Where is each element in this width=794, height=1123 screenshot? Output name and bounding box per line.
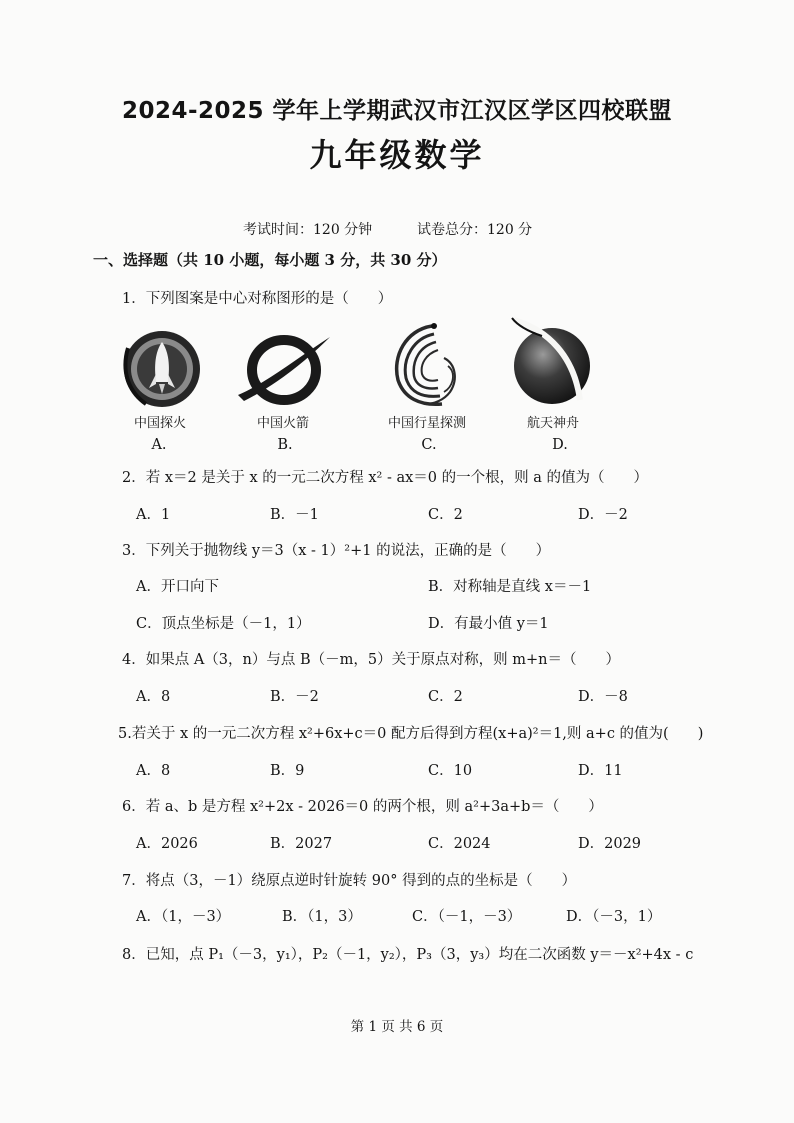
question-4-option-c: C．2 bbox=[428, 689, 463, 705]
total-score: 试卷总分：120 分 bbox=[417, 222, 533, 238]
exam-time: 考试时间：120 分钟 bbox=[243, 222, 373, 238]
figure-c-letter: C. bbox=[421, 437, 437, 453]
question-4-option-b: B．－2 bbox=[270, 689, 319, 705]
question-2-option-b: B．－1 bbox=[270, 507, 319, 523]
question-7-stem: 7．将点（3，－1）绕原点逆时针旋转 90° 得到的点的坐标是（ ） bbox=[122, 873, 577, 889]
question-3-option-c: C．顶点坐标是（－1，1） bbox=[136, 616, 311, 632]
figure-a-letter: A. bbox=[151, 437, 167, 453]
question-6-option-a: A．2026 bbox=[136, 836, 198, 852]
question-6-option-b: B．2027 bbox=[270, 836, 333, 852]
exam-subject-title: 九年级数学 bbox=[309, 136, 485, 174]
exam-title: 2024-2025 学年上学期武汉市江汉区学区四校联盟 bbox=[121, 98, 673, 124]
question-3-option-b: B．对称轴是直线 x＝－1 bbox=[428, 579, 592, 595]
question-5-option-b: B．9 bbox=[270, 763, 305, 779]
figure-b-caption: 中国火箭 bbox=[256, 416, 309, 431]
page-number: 第 1 页 共 6 页 bbox=[350, 1019, 444, 1035]
figure-a-caption: 中国探火 bbox=[133, 416, 186, 431]
question-5-option-d: D．11 bbox=[578, 763, 623, 779]
question-2-option-a: A．1 bbox=[136, 507, 171, 523]
rocket-ring-logo-icon bbox=[236, 333, 332, 405]
figure-d-caption: 航天神舟 bbox=[526, 416, 579, 431]
question-7-option-b: B．（1，3） bbox=[282, 909, 362, 925]
question-6-option-d: D．2029 bbox=[578, 836, 642, 852]
question-7-option-a: A．（1，－3） bbox=[136, 909, 231, 925]
question-1-stem: 1．下列图案是中心对称图形的是（ ） bbox=[122, 291, 393, 307]
question-5-option-c: C．10 bbox=[428, 763, 473, 779]
question-6-option-c: C．2024 bbox=[428, 836, 491, 852]
question-4-option-d: D．－8 bbox=[578, 689, 628, 705]
question-6-stem: 6．若 a、b 是方程 x²+2x - 2026＝0 的两个根，则 a²+3a+b＝（ ） bbox=[122, 799, 603, 815]
shenzhou-sphere-logo-icon bbox=[508, 316, 596, 408]
question-2-stem: 2．若 x＝2 是关于 x 的一元二次方程 x² - ax＝0 的一个根，则 a 的值为（ ） bbox=[122, 470, 648, 486]
question-7-option-d: D．（－3，1） bbox=[566, 909, 662, 925]
question-5-option-a: A．8 bbox=[136, 763, 171, 779]
question-4-stem: 4．如果点 A（3，n）与点 B（－m，5）关于原点对称，则 m+n＝（ ） bbox=[122, 652, 620, 668]
question-3-option-d: D．有最小值 y＝1 bbox=[428, 616, 549, 632]
figure-c-caption: 中国行星探测 bbox=[387, 416, 466, 431]
figure-b-letter: B. bbox=[277, 437, 293, 453]
question-5-stem: 5.若关于 x 的一元二次方程 x²+6x+c＝0 配方后得到方程(x+a)²＝1,则 a+c 的值为( ) bbox=[118, 726, 704, 742]
question-2-option-d: D．－2 bbox=[578, 507, 628, 523]
question-2-option-c: C．2 bbox=[428, 507, 463, 523]
question-7-option-c: C．（－1，－3） bbox=[412, 909, 522, 925]
question-4-option-a: A．8 bbox=[136, 689, 171, 705]
figure-d-letter: D. bbox=[552, 437, 568, 453]
section-heading: 一、选择题（共 10 小题，每小题 3 分，共 30 分） bbox=[93, 251, 447, 269]
mars-rocket-logo-icon bbox=[120, 328, 208, 410]
question-8-stem: 8．已知，点 P₁（－3，y₁），P₂（－1，y₂），P₃（3，y₃）均在二次函数 y＝－x²+4x - c bbox=[122, 947, 694, 963]
question-3-stem: 3．下列关于抛物线 y＝3（x - 1）²+1 的说法，正确的是（ ） bbox=[122, 543, 551, 559]
question-3-option-a: A．开口向下 bbox=[136, 579, 219, 595]
planetary-exploration-logo-icon bbox=[386, 320, 472, 408]
